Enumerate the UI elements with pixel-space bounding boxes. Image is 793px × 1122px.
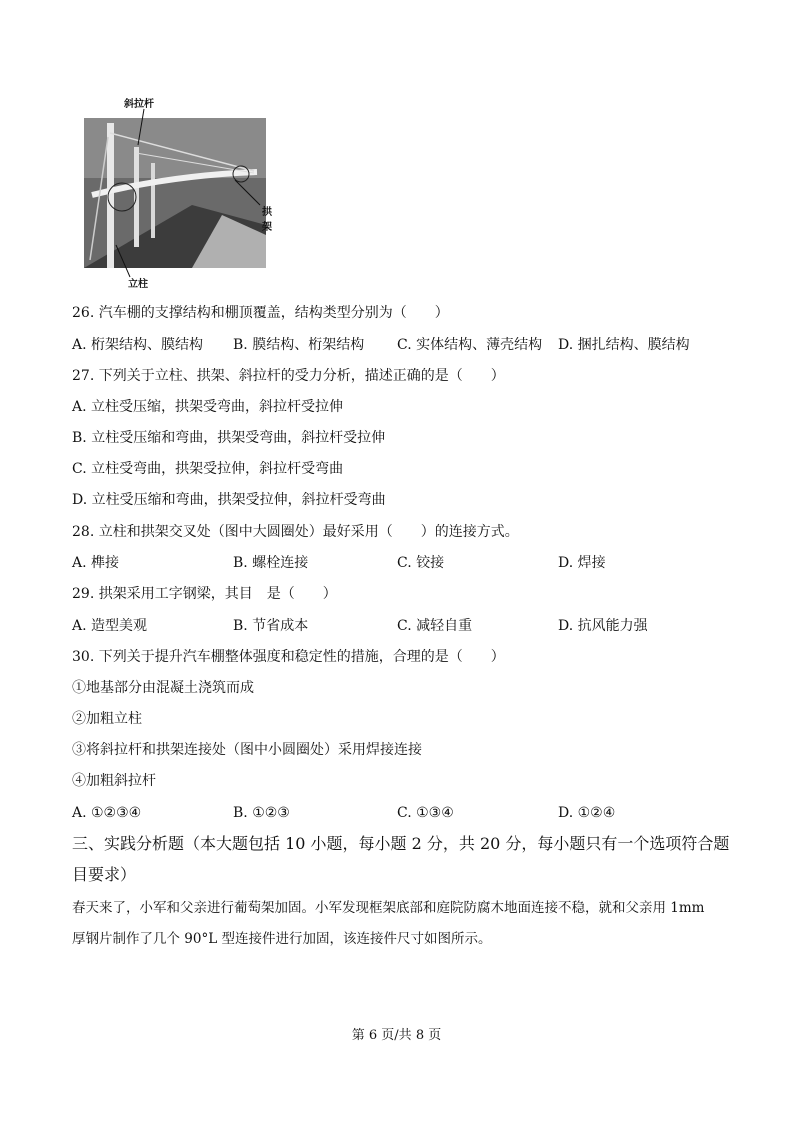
q30-item-4: ④加粗斜拉杆 (72, 773, 156, 789)
q27-option-c: C. 立柱受弯曲，拱架受拉伸，斜拉杆受弯曲 (72, 461, 344, 477)
q29-stem: 29. 拱架采用工字钢梁，其目 是（ ） (72, 586, 337, 602)
section-heading-line2: 目要求） (72, 865, 137, 884)
q26-option-a: A. 桁架结构、膜结构 (72, 337, 204, 353)
q30-item-2: ②加粗立柱 (72, 711, 142, 727)
label-arch: 拱架 (262, 207, 272, 233)
q28-option-b: B. 螺栓连接 (233, 555, 309, 571)
q27-stem: 27. 下列关于立柱、拱架、斜拉杆的受力分析，描述正确的是（ ） (72, 368, 505, 384)
q26-option-d: D. 捆扎结构、膜结构 (558, 337, 690, 353)
q29-option-d: D. 抗风能力强 (558, 618, 648, 634)
q26-option-c: C. 实体结构、薄壳结构 (397, 337, 543, 353)
page-footer: 第 6 页/共 8 页 (351, 1028, 442, 1043)
q30-option-a: A. ①②③④ (72, 805, 142, 821)
q30-item-1: ①地基部分由混凝土浇筑而成 (72, 680, 254, 696)
q28-option-a: A. 榫接 (72, 555, 120, 571)
section-heading-line1: 三、实践分析题（本大题包括 10 小题，每小题 2 分，共 20 分，每小题只有一个选项符合题 (72, 834, 730, 853)
q29-option-c: C. 减轻自重 (397, 618, 473, 634)
q26-stem: 26. 汽车棚的支撑结构和棚顶覆盖，结构类型分别为（ ） (72, 305, 449, 321)
q27-option-a: A. 立柱受压缩，拱架受弯曲，斜拉杆受拉伸 (72, 399, 344, 415)
q27-option-d: D. 立柱受压缩和弯曲，拱架受拉伸，斜拉杆受弯曲 (72, 492, 386, 508)
q28-stem: 28. 立柱和拱架交叉处（图中大圆圈处）最好采用（ ）的连接方式。 (72, 524, 519, 540)
q30-option-d: D. ①②④ (558, 805, 616, 821)
q26-option-b: B. 膜结构、桁架结构 (233, 337, 365, 353)
q27-option-b: B. 立柱受压缩和弯曲，拱架受弯曲，斜拉杆受拉伸 (72, 430, 386, 446)
carport-photo (72, 95, 272, 295)
carport-figure (72, 95, 272, 295)
q28-option-d: D. 焊接 (558, 555, 606, 571)
intro-line2: 厚钢片制作了几个 90°L 型连接件进行加固，该连接件尺寸如图所示。 (72, 931, 492, 947)
q29-option-b: B. 节省成本 (233, 618, 309, 634)
q28-option-c: C. 铰接 (397, 555, 445, 571)
label-column: 立柱 (128, 279, 148, 290)
q30-option-b: B. ①②③ (233, 805, 290, 821)
q30-stem: 30. 下列关于提升汽车棚整体强度和稳定性的措施，合理的是（ ） (72, 649, 505, 665)
label-cable: 斜拉杆 (124, 99, 154, 110)
q30-option-c: C. ①③④ (397, 805, 454, 821)
intro-line1: 春天来了，小军和父亲进行葡萄架加固。小军发现框架底部和庭院防腐木地面连接不稳，就和父亲用 1mm (72, 900, 705, 916)
q30-item-3: ③将斜拉杆和拱架连接处（图中小圆圈处）采用焊接连接 (72, 742, 422, 758)
q29-option-a: A. 造型美观 (72, 618, 148, 634)
